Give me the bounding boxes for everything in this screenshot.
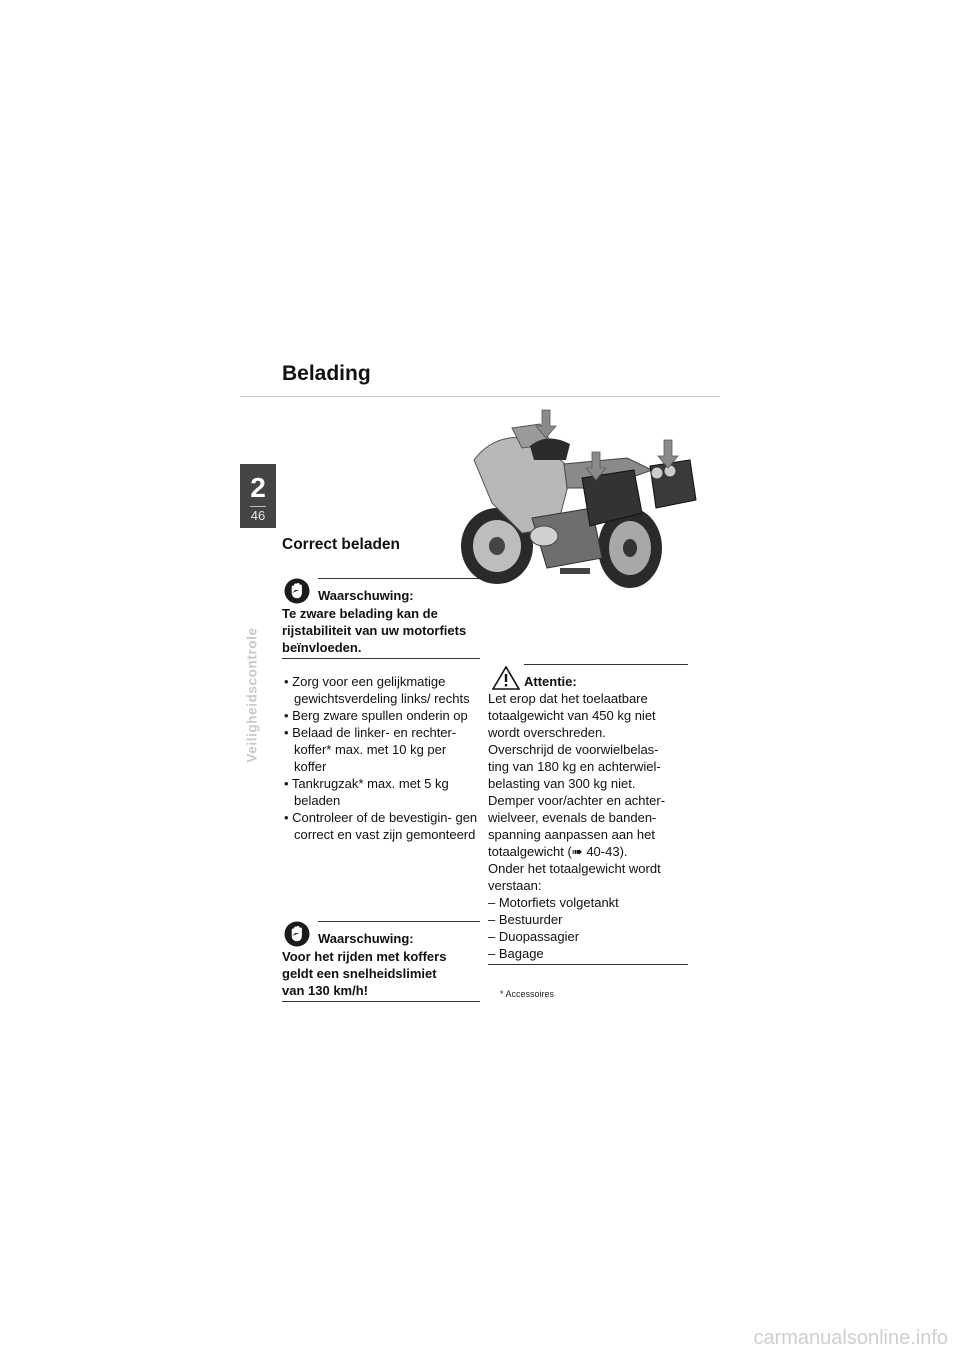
attention-text: Let erop dat het toelaatbare totaalgewicht van 450 kg niet wordt overschreden. Overschrijd de voorwielbelas- ting van 180 kg en achterwiel- belasting van 300 kg niet. Demper voor/achter en achter- wielveer, evenals de banden- spanning aanpassen aan het totaalgewicht (➠ 40-43). Onder het totaalgewicht wordt verstaan: – Motorfiets volgetankt – Bestuurder – Duopassagier – Bagage xyxy=(488,691,666,961)
page-title: Belading xyxy=(282,362,371,385)
warning-text: Te zware belading kan de rijstabiliteit van uw motorfiets beïnvloeden. xyxy=(282,606,467,655)
exclamation-triangle-icon xyxy=(492,666,520,695)
watermark: carmanualsonline.info xyxy=(753,1327,948,1349)
chapter-number: 2 xyxy=(250,472,266,503)
title-divider xyxy=(240,396,720,397)
chapter-separator xyxy=(250,506,266,507)
chapter-tab xyxy=(240,464,276,528)
footnote: * Accessoires xyxy=(500,989,555,999)
list-item: • Tankrugzak* max. met 5 kg beladen xyxy=(284,776,449,808)
list-item: • Belaad de linker- en rechter- koffer* max. met 10 kg per koffer xyxy=(284,725,457,774)
list-item: • Zorg voor een gelijkmatige gewichtsverdeling links/ rechts xyxy=(284,674,470,706)
list-item: • Berg zware spullen onderin op xyxy=(284,708,468,723)
loading-checklist xyxy=(282,673,480,843)
motorcycle-luggage-illustration xyxy=(452,408,702,608)
stop-hand-icon xyxy=(284,578,310,609)
warning-text: Voor het rijden met koffers geldt een snelheidslimiet van 130 km/h! xyxy=(282,949,447,998)
section-heading: Correct beladen xyxy=(282,536,401,553)
warning-block-2 xyxy=(282,921,480,1002)
warning-label: Waarschuwing: xyxy=(318,588,414,603)
attention-bottom-rule xyxy=(488,964,688,965)
list-item: • Controleer of de bevestigin- gen correct en vast zijn gemonteerd xyxy=(284,810,478,842)
stop-hand-icon xyxy=(284,921,310,952)
chapter-side-label: Veiligheidscontrole xyxy=(244,627,260,763)
warning-bottom-rule xyxy=(282,1001,480,1002)
warning-block-1 xyxy=(282,578,480,659)
page-number: 46 xyxy=(250,508,266,523)
attention-block xyxy=(488,664,688,965)
warning-bottom-rule xyxy=(282,658,480,659)
warning-label: Waarschuwing: xyxy=(318,931,414,946)
attention-label: Attentie: xyxy=(524,674,577,689)
